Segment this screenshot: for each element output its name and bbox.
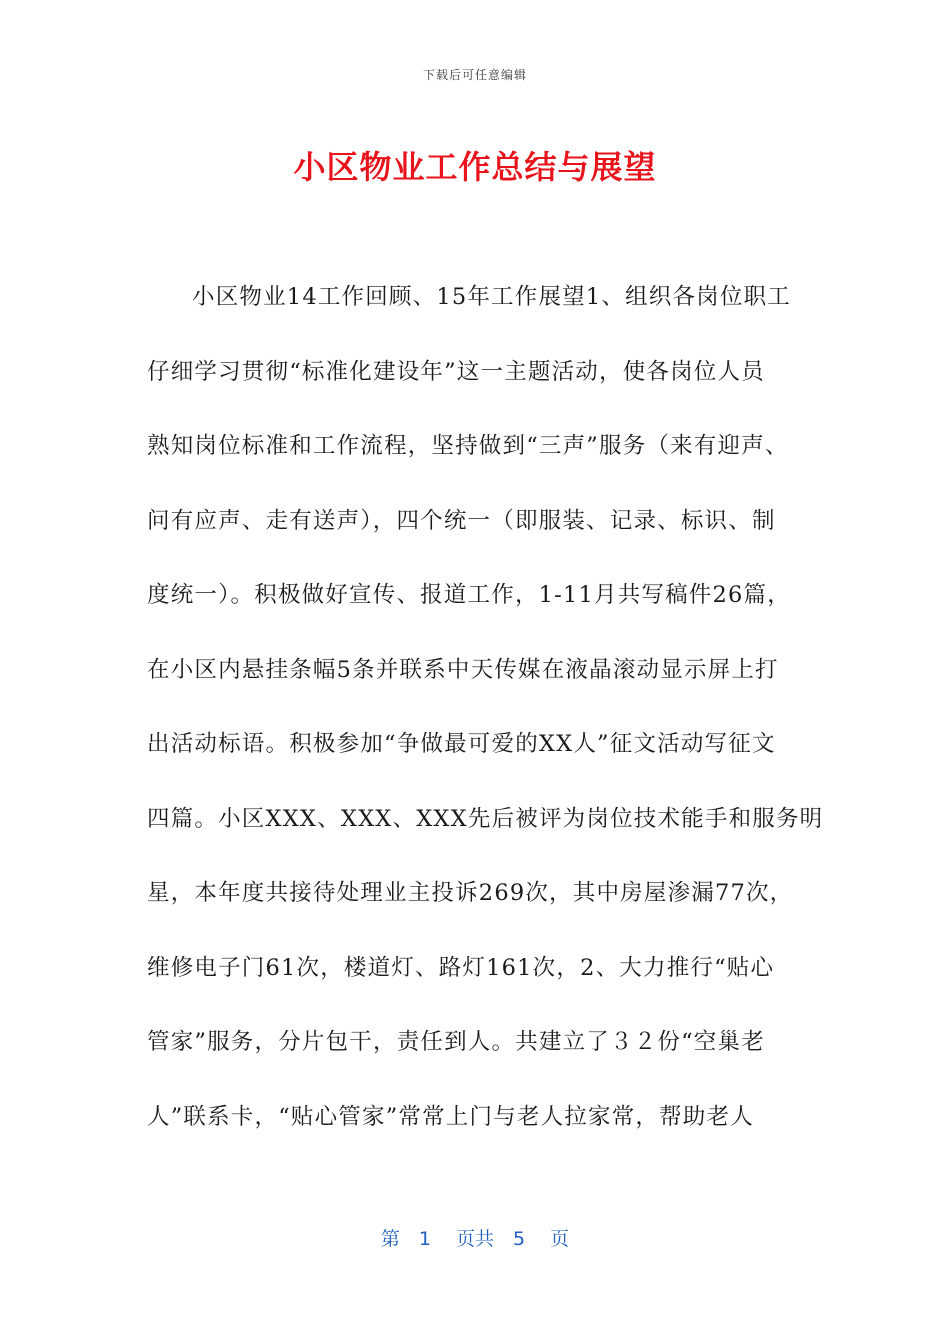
document-title: 小区物业工作总结与展望 — [293, 148, 657, 186]
body-line: 星，本年度共接待处理业主投诉269次，其中房屋渗漏77次， — [147, 880, 794, 906]
page-number-footer: 第 1 页共 5 页 — [380, 1228, 570, 1250]
page-header-note: 下载后可任意编辑 — [422, 68, 527, 82]
body-line: 熟知岗位标准和工作流程，坚持做到“三声”服务（来有迎声、 — [147, 433, 789, 459]
body-line: 四篇。小区XXX、XXX、XXX先后被评为岗位技术能手和服务明 — [147, 805, 824, 832]
body-line: 维修电子门61次，楼道灯、路灯161次，2、大力推行“贴心 — [147, 954, 775, 981]
body-line: 仔细学习贯彻“标准化建设年”这一主题活动，使各岗位人员 — [147, 358, 765, 385]
body-line: 人”联系卡，“贴心管家”常常上门与老人拉家常，帮助老人 — [147, 1103, 754, 1130]
body-line: 度统一）。积极做好宣传、报道工作，1-11月共写稿件26篇， — [147, 582, 791, 608]
body-line: 管家”服务，分片包干，责任到人。共建立了３２份“空巢老 — [147, 1029, 765, 1055]
document-body — [147, 272, 824, 1166]
body-line: 在小区内悬挂条幅5条并联系中天传媒在液晶滚动显示屏上打 — [147, 656, 779, 683]
body-line: 问有应声、走有送声），四个统一（即服装、记录、标识、制 — [147, 507, 776, 534]
body-line: 出活动标语。积极参加“争做最可爱的XX人”征文活动写征文 — [147, 731, 776, 757]
body-line: 小区物业14工作回顾、15年工作展望1、组织各岗位职工 — [192, 284, 791, 310]
